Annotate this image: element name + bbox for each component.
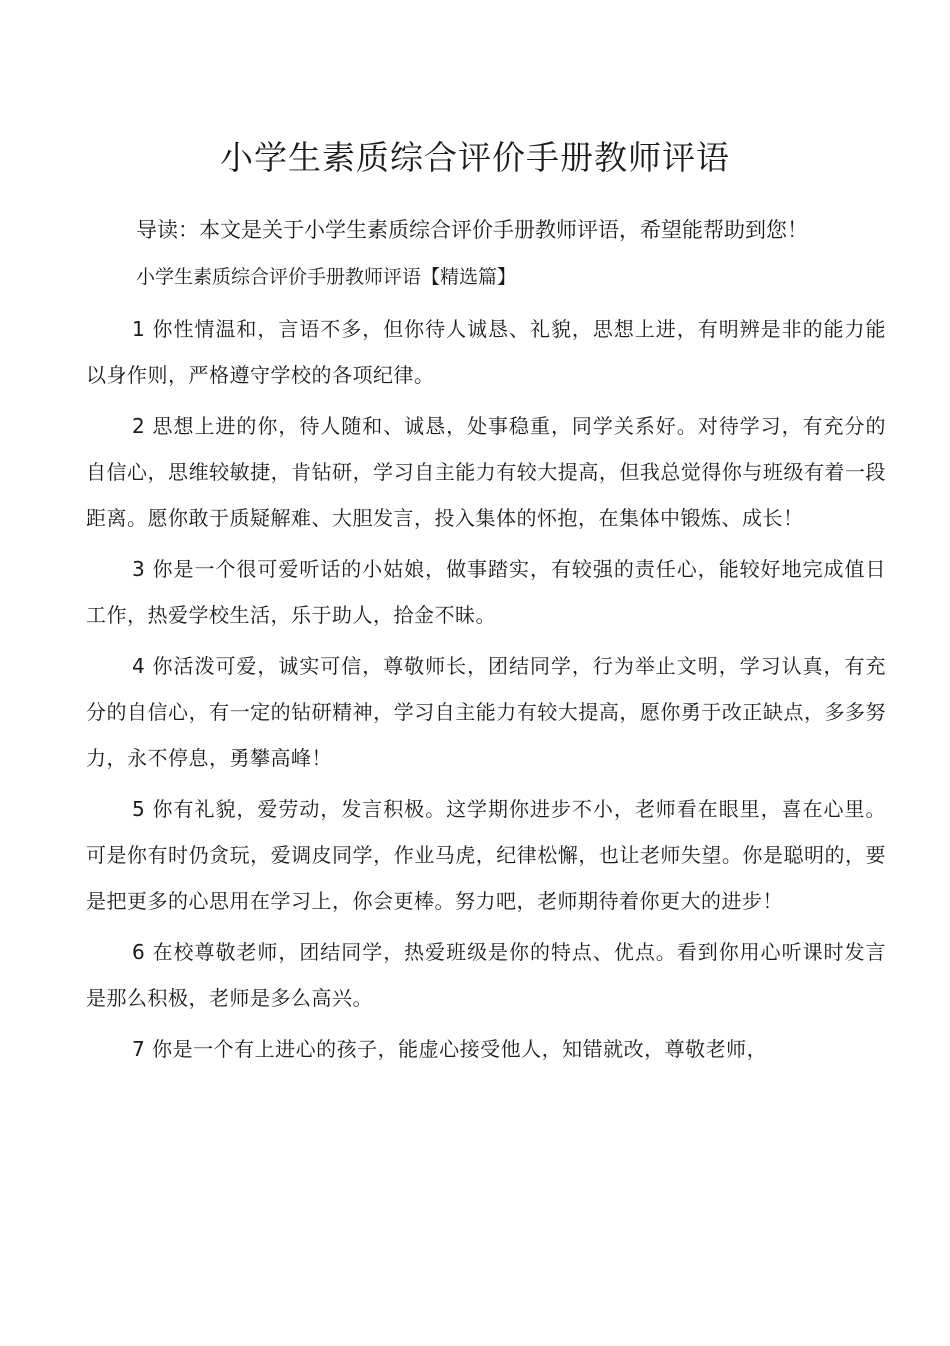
comment-paragraph: 6 在校尊敬老师，团结同学，热爱班级是你的特点、优点。看到你用心听课时发言是那么积极，老师是多么高兴。: [86, 940, 886, 1010]
intro-text: 导读：本文是关于小学生素质综合评价手册教师评语，希望能帮助到您！: [136, 218, 808, 242]
section-subtitle: 小学生素质综合评价手册教师评语【精选篇】: [136, 266, 517, 288]
document-title: 小学生素质综合评价手册教师评语: [220, 138, 730, 177]
comment-paragraph: 5 你有礼貌，爱劳动，发言积极。这学期你进步不小，老师看在眼里，喜在心里。可是你有时仍贪玩，爱调皮同学，作业马虎，纪律松懈，也让老师失望。你是聪明的，要是把更多的心思用在学习上，你会更棒。努力吧，老师期待着你更大的进步！: [86, 797, 886, 913]
comment-paragraph: 2 思想上进的你，待人随和、诚恳，处事稳重，同学关系好。对待学习，有充分的自信心，思维较敏捷，肯钻研，学习自主能力有较大提高，但我总觉得你与班级有着一段距离。愿你敢于质疑解难、大胆发言，投入集体的怀抱，在集体中锻炼、成长！: [86, 414, 886, 530]
comment-paragraph: 4 你活泼可爱，诚实可信，尊敬师长，团结同学，行为举止文明，学习认真，有充分的自信心，有一定的钻研精神，学习自主能力有较大提高，愿你勇于改正缺点，多多努力，永不停息，勇攀高峰！: [86, 654, 886, 770]
comment-paragraph: 1 你性情温和，言语不多，但你待人诚恳、礼貌，思想上进，有明辨是非的能力能以身作则，严格遵守学校的各项纪律。: [86, 317, 886, 387]
comment-paragraph: 3 你是一个很可爱听话的小姑娘，做事踏实，有较强的责任心，能较好地完成值日工作，热爱学校生活，乐于助人，拾金不昧。: [86, 557, 886, 627]
comment-paragraph: 7 你是一个有上进心的孩子，能虚心接受他人，知错就改，尊敬老师，: [132, 1037, 768, 1061]
comment-list: [86, 306, 886, 1077]
